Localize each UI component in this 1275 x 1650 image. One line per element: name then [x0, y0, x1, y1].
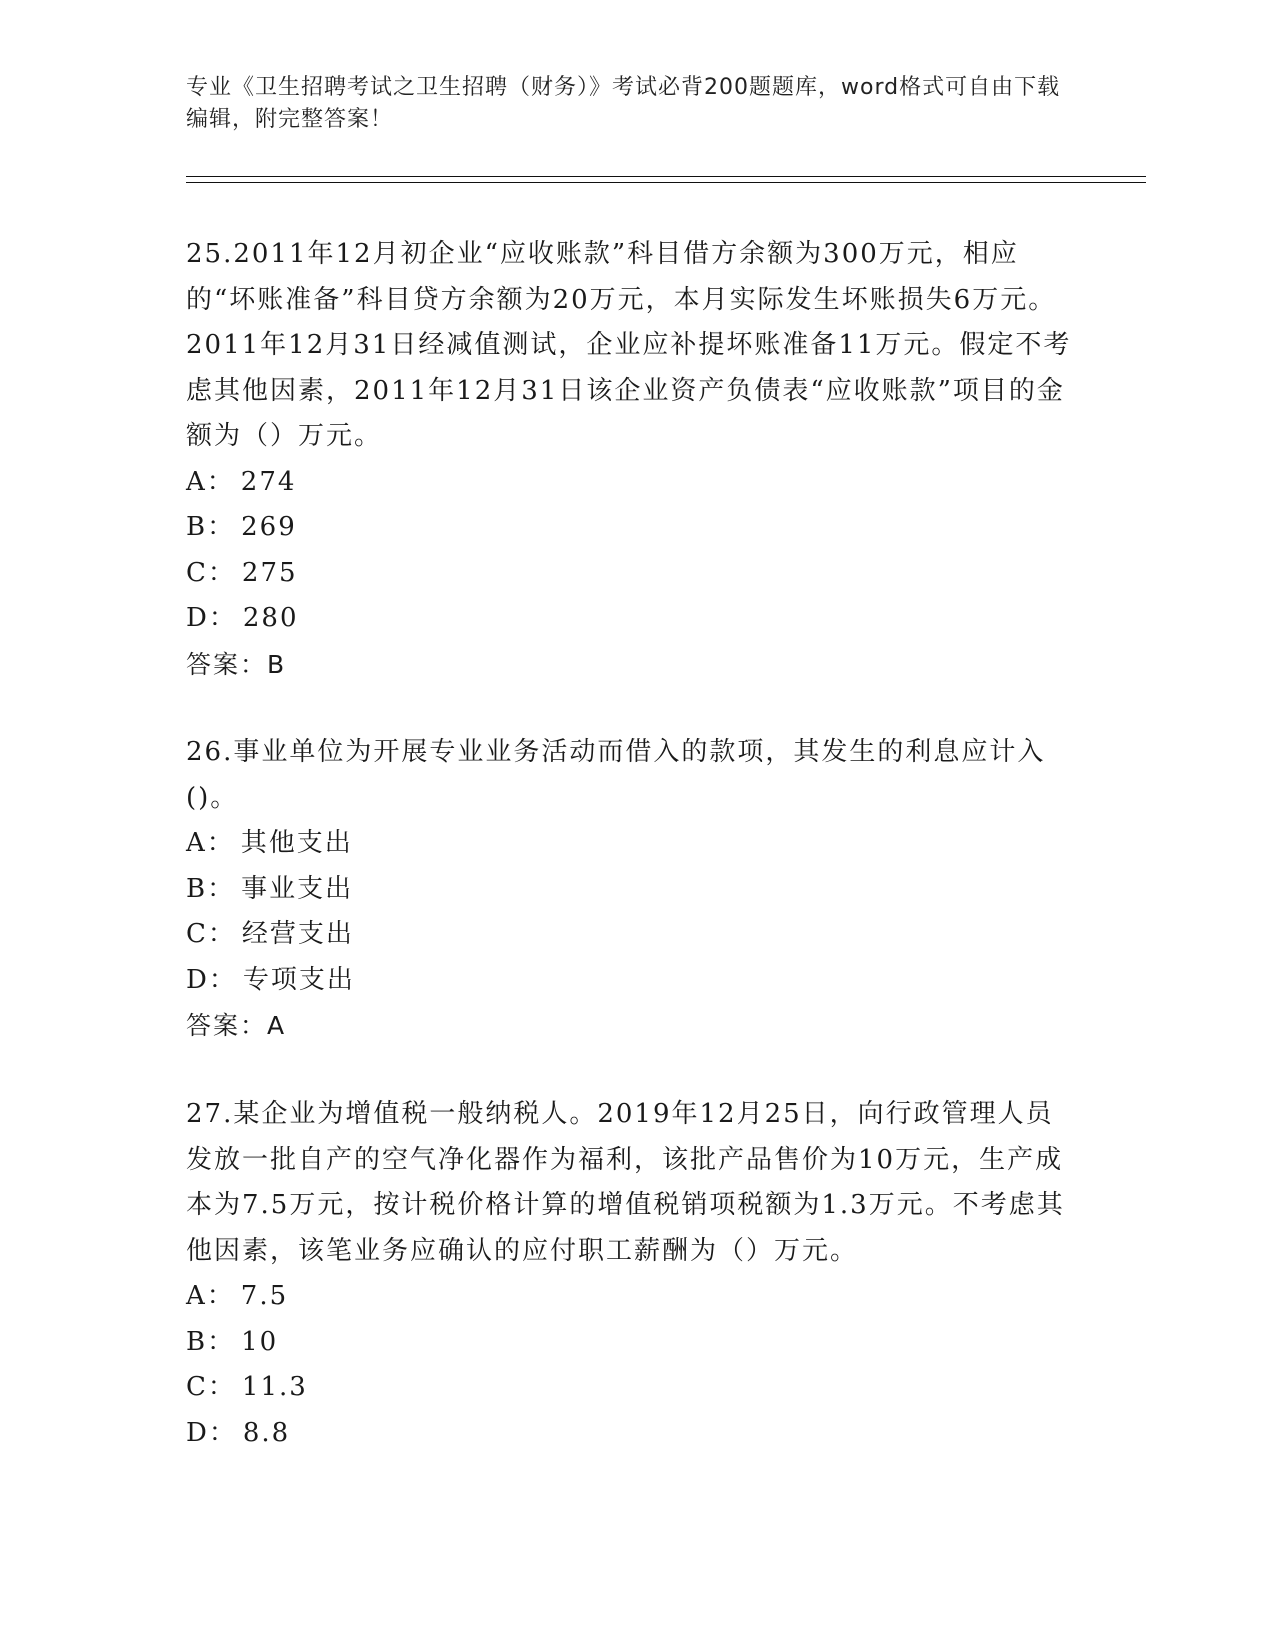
option-letter: B — [186, 512, 208, 542]
option-letter: A — [186, 1281, 207, 1311]
option-text: 269 — [241, 512, 297, 542]
option-d — [186, 596, 1076, 642]
option-letter: C — [186, 1372, 208, 1402]
option-a — [186, 1274, 1076, 1320]
question-25 — [186, 232, 1076, 687]
option-separator: ： — [206, 828, 235, 858]
option-text: 8.8 — [242, 1417, 291, 1448]
option-text: 专项支出 — [242, 964, 355, 995]
option-d — [186, 958, 1076, 1004]
option-a — [186, 821, 1076, 867]
option-separator: ： — [207, 512, 236, 542]
option-text: 275 — [241, 557, 298, 588]
header-divider-top — [186, 176, 1146, 177]
option-separator: ： — [208, 1417, 237, 1448]
option-separator: ： — [206, 1281, 235, 1311]
option-letter: D — [186, 603, 209, 633]
answer-line: 答案：A — [186, 1011, 287, 1040]
question-27 — [186, 1092, 1076, 1456]
header-divider-bottom — [186, 182, 1146, 183]
option-b — [186, 867, 1076, 913]
option-separator: ： — [207, 1372, 236, 1402]
option-letter: B — [186, 1326, 208, 1357]
option-letter: A — [186, 466, 207, 497]
option-a — [186, 460, 1076, 506]
option-b — [186, 1320, 1076, 1366]
option-letter: C — [186, 557, 208, 588]
question-stem: 27.某企业为增值税一般纳税人。2019年12月25日，向行政管理人员发放一批自产的空气净化器作为福利，该批产品售价为10万元，生产成本为7.5万元，按计税价格计算的增值税销项税额为1.3万元。不考虑其他因素，该笔业务应确认的应付职工薪酬为（）万元。 — [186, 1099, 1065, 1266]
option-c — [186, 1365, 1076, 1411]
option-letter: B — [186, 873, 208, 904]
option-separator: ： — [207, 919, 236, 949]
option-separator: ： — [207, 1326, 236, 1357]
question-stem: 26.事业单位为开展专业业务活动而借入的款项，其发生的利息应计入()。 — [186, 737, 1046, 813]
option-separator: ： — [208, 964, 237, 995]
option-text: 274 — [240, 466, 297, 497]
option-text: 其他支出 — [240, 828, 353, 858]
option-text: 280 — [242, 603, 299, 633]
option-c — [186, 912, 1076, 958]
option-text: 10 — [241, 1326, 279, 1357]
answer-line: 答案：B — [186, 649, 287, 679]
option-c — [186, 551, 1076, 597]
question-26 — [186, 730, 1076, 1049]
option-separator: ： — [208, 603, 237, 633]
option-separator: ： — [207, 557, 236, 588]
option-letter: D — [186, 1417, 209, 1448]
option-letter: D — [186, 964, 209, 995]
option-text: 事业支出 — [241, 873, 354, 904]
option-letter: C — [186, 919, 208, 949]
option-separator: ： — [206, 466, 235, 497]
option-d — [186, 1411, 1076, 1457]
option-text: 经营支出 — [241, 919, 354, 949]
option-separator: ： — [207, 873, 236, 904]
document-header: 专业《卫生招聘考试之卫生招聘（财务）》考试必背200题题库，word格式可自由下载编辑，附完整答案！ — [186, 75, 1061, 132]
option-text: 11.3 — [241, 1372, 308, 1402]
option-b — [186, 505, 1076, 551]
question-stem: 25.2011年12月初企业“应收账款”科目借方余额为300万元，相应的“坏账准备”科目贷方余额为20万元，本月实际发生坏账损失6万元。2011年12月31日经减值测试，企业应补提坏账准备11万元。假定不考虑其他因素，2011年12月31日该企业资产负债表“应收账款”项目的金额为（）万元。 — [186, 239, 1072, 451]
option-letter: A — [186, 828, 207, 858]
option-text: 7.5 — [240, 1281, 289, 1311]
